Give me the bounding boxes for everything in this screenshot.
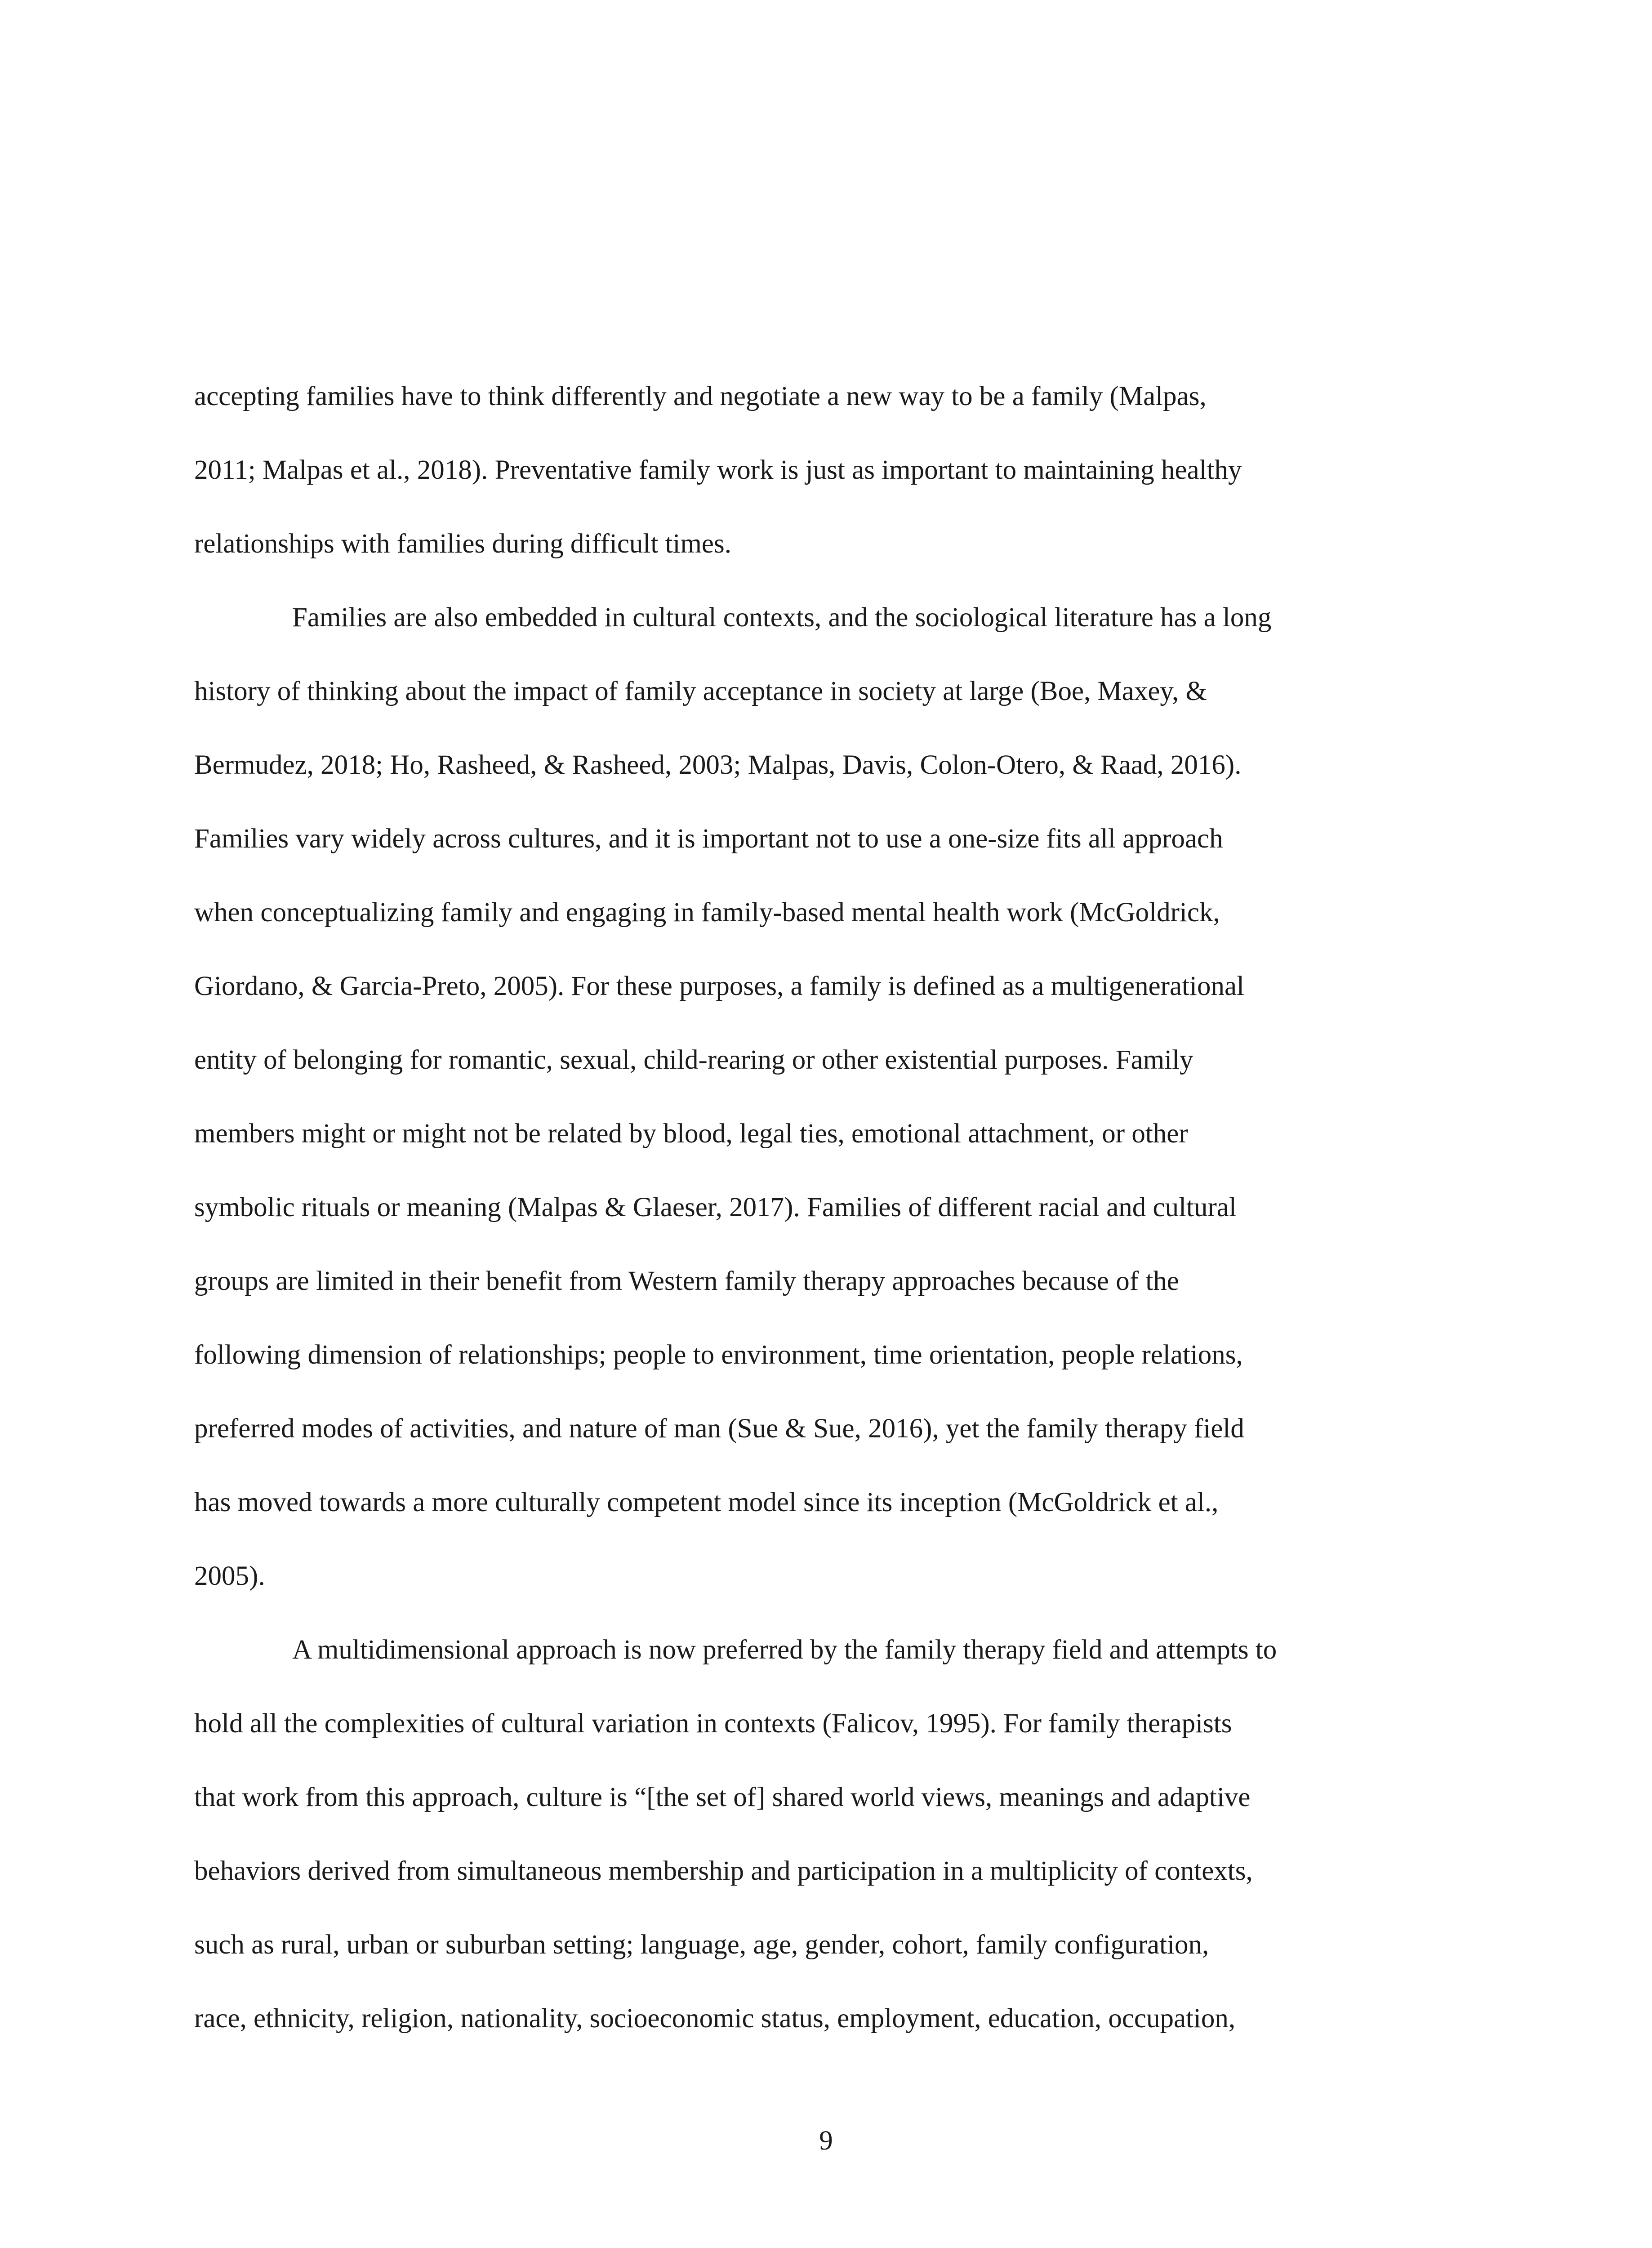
text-line: history of thinking about the impact of family acceptance in society at large (Boe, Maxey, &	[194, 676, 1207, 706]
text-line: following dimension of relationships; people to environment, time orientation, people relations,	[194, 1340, 1243, 1370]
text-line: 2005).	[194, 1561, 265, 1591]
text-line: Families vary widely across cultures, and it is important not to use a one-size fits all approach	[194, 824, 1223, 854]
text-line: when conceptualizing family and engaging in family-based mental health work (McGoldrick,	[194, 897, 1220, 928]
text-line: 2011; Malpas et al., 2018). Preventative family work is just as important to maintaining healthy	[194, 455, 1242, 485]
body-text	[194, 360, 1475, 2056]
text-line: groups are limited in their benefit from Western family therapy approaches because of the	[194, 1266, 1179, 1296]
text-line: members might or might not be related by blood, legal ties, emotional attachment, or other	[194, 1119, 1188, 1149]
paragraph	[194, 360, 1475, 581]
text-line: Bermudez, 2018; Ho, Rasheed, & Rasheed, 2003; Malpas, Davis, Colon-Otero, & Raad, 2016).	[194, 750, 1242, 780]
text-line: Giordano, & Garcia-Preto, 2005). For these purposes, a family is defined as a multigenerational	[194, 971, 1244, 1001]
text-line: preferred modes of activities, and nature of man (Sue & Sue, 2016), yet the family therapy field	[194, 1414, 1244, 1444]
text-line: has moved towards a more culturally competent model since its inception (McGoldrick et al.,	[194, 1487, 1219, 1517]
paragraph	[194, 1613, 1475, 2056]
text-line: hold all the complexities of cultural variation in contexts (Falicov, 1995). For family therapists	[194, 1708, 1232, 1739]
text-line: behaviors derived from simultaneous membership and participation in a multiplicity of contexts,	[194, 1856, 1253, 1886]
text-line: accepting families have to think differently and negotiate a new way to be a family (Malpas,	[194, 381, 1207, 411]
page-number: 9	[819, 2126, 833, 2156]
text-line: such as rural, urban or suburban setting; language, age, gender, cohort, family configuration,	[194, 1930, 1209, 1960]
text-line: that work from this approach, culture is “[the set of] shared world views, meanings and adaptive	[194, 1782, 1251, 1812]
paragraph	[194, 581, 1475, 1613]
text-line: A multidimensional approach is now preferred by the family therapy field and attempts to	[292, 1635, 1277, 1665]
text-line: entity of belonging for romantic, sexual, child-rearing or other existential purposes. Family	[194, 1045, 1193, 1075]
text-line: Families are also embedded in cultural contexts, and the sociological literature has a long	[292, 602, 1272, 633]
text-line: relationships with families during difficult times.	[194, 529, 731, 559]
text-line: race, ethnicity, religion, nationality, socioeconomic status, employment, education, occupation,	[194, 2003, 1236, 2034]
text-line: symbolic rituals or meaning (Malpas & Glaeser, 2017). Families of different racial and cultural	[194, 1192, 1237, 1222]
